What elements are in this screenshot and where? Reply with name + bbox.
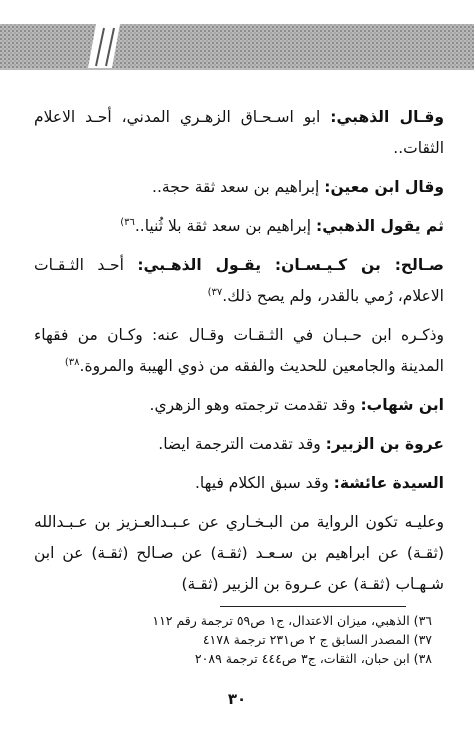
paragraph-text: ابو اسـحـاق الزهـري المدني، أحـد الاعلام الثقات.. — [34, 108, 444, 157]
paragraph-text: وقد تقدمت ترجمته وهو الزهري. — [149, 396, 361, 414]
paragraph-text: إبراهيم بن سعد ثقة حجة.. — [152, 178, 325, 196]
paragraph — [34, 211, 444, 242]
paragraph — [34, 250, 444, 312]
paragraph — [34, 172, 444, 203]
paragraph-text: وقد تقدمت الترجمة ايضا. — [158, 435, 326, 453]
paragraph-lead: ابن شهاب: — [360, 396, 444, 414]
page-number: ٣٠ — [227, 690, 247, 708]
paragraph-lead: وقال ابن معين: — [324, 178, 444, 196]
header-ornament — [0, 22, 474, 70]
paragraph — [34, 390, 444, 421]
paragraph — [34, 507, 444, 600]
paragraph — [34, 102, 444, 164]
paragraph — [34, 429, 444, 460]
paragraph-text: وذكـره ابن حـبـان في الثـقـات وقـال عنه: وكـان من فقهاء المدينة والجامعين للحديث والفقه من ذوي الهيبة والمروة. — [34, 326, 444, 375]
paragraph-lead: السيدة عائشة: — [333, 474, 444, 492]
footnote-marker: (٣٦ — [120, 216, 135, 228]
footnote-separator — [220, 606, 406, 607]
paragraph-text: أحـد الثـقـات الاعلام، رُمي بالقدر، ولم يصح ذلك. — [34, 256, 444, 305]
footnote-item: ٣٨) ابن حبان، الثقات، ج٣ ص٤٤٤ ترجمة ٢٠٨٩ — [194, 651, 432, 666]
footnotes-list — [72, 611, 432, 668]
paragraph — [34, 468, 444, 499]
paragraph-text: وعليـه تكون الرواية من البـخـاري عن عـبـدالعـزيز بن عـبـدالله (ثقـة) عن ابراهيم بن سـعـد (ثقـة) عن صـالح (ثقـة) عن ابن شـهـاب (ثقـة) عن عـروة بن الزبير (ثقـة) — [34, 513, 444, 593]
paragraph-lead: صـالح: بن كـيـسـان: يقـول الذهـبي: — [137, 256, 444, 274]
footnote-marker: (٣٨ — [64, 356, 80, 368]
paragraph-lead: وقـال الذهبي: — [330, 108, 444, 126]
footnote-marker: (٣٧ — [207, 286, 223, 298]
footnote-item: ٣٧) المصدر السابق ج ٢ ص٢٣١ ترجمة ٤١٧٨ — [202, 632, 432, 647]
page-body — [34, 102, 444, 608]
paragraph-lead: عروة بن الزبير: — [325, 435, 444, 453]
paragraph-text: وقد سبق الكلام فيها. — [195, 474, 334, 492]
paragraph-lead: ثم يقول الذهبي: — [316, 217, 444, 235]
paragraph-text: إبراهيم بن سعد ثقة بلا ثُنيا.. — [134, 217, 317, 235]
footnote-item: ٣٦) الذهبي، ميزان الاعتدال، ج١ ص٥٩ ترجمة رقم ١١٢ — [152, 613, 432, 628]
header-ornament-graphic — [0, 22, 474, 70]
paragraph — [34, 320, 444, 382]
